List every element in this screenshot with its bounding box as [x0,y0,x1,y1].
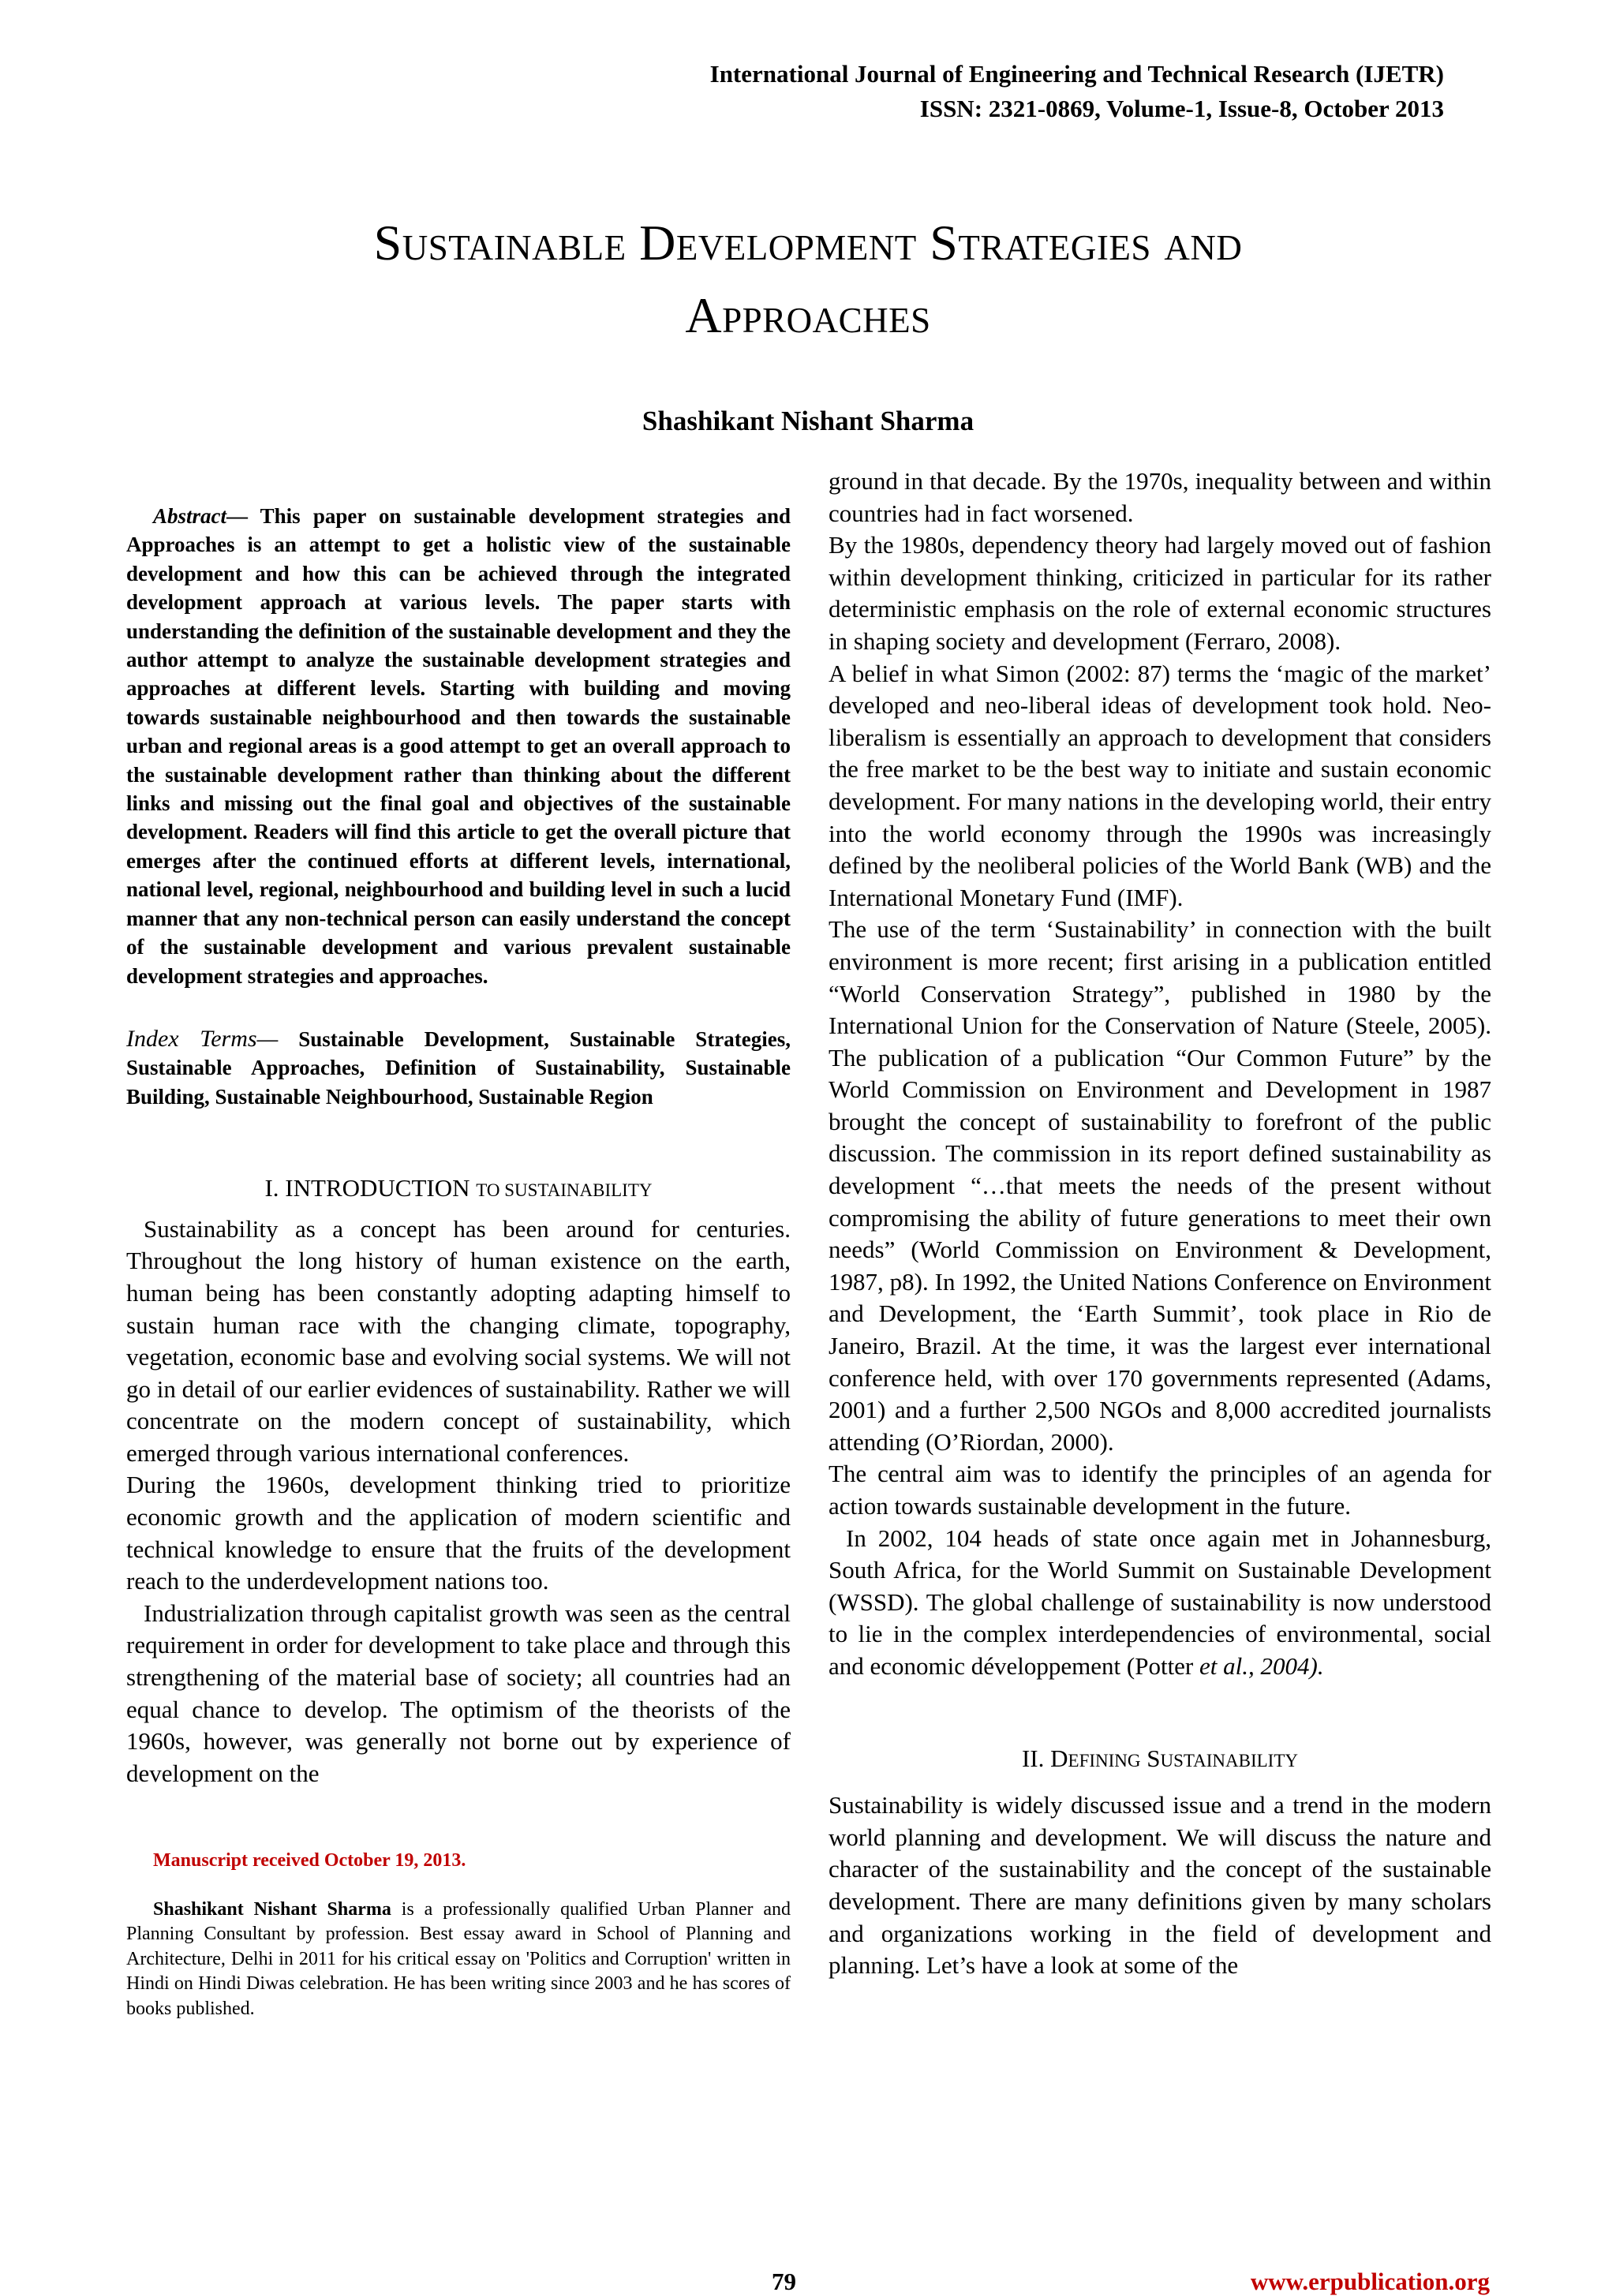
right-paragraph-2002 [829,1523,1491,1683]
intro-paragraph-2: During the 1960s, development thinking tried to prioritize economic growth and the application of modern scientific and technical knowledge to ensure that the fruits of the development reach to the underdevelopment nations too. [126,1471,791,1595]
wssd-text: In 2002, 104 heads of state once again met in Johannesburg, South Africa, for the World Summit on Sustainable Development (WSSD). The global challenge of sustainability is now understood to lie in the complex interdependencies of environmental, social and economic développement (Potter [829,1524,1491,1680]
index-terms-text: Sustainable Development, Sustainable Strategies, Sustainable Approaches, Definition of Sustainability, Sustainable Building, Sustainable Neighbourhood, Sustainable Region [126,1026,791,1109]
author-name: Shashikant Nishant Sharma [642,406,974,436]
left-column [126,466,791,2021]
author-bio-text: is a professionally qualified Urban Planner and Planning Consultant by profession. Best essay award in School of Planning and Architecture, Delhi in 2011 for his critical essay on 'Politics and Corruption' written in Hindi on Hindi Diwas celebration. He has been writing since 2003 and he has scores of books published. [126,1899,791,2019]
journal-issn: ISSN: 2321-0869, Volume-1, Issue-8, October 2013 [919,95,1444,122]
section-1-heading-small: TO SUSTAINABILITY [476,1180,653,1201]
index-terms [126,1025,791,1111]
author-bio [126,1898,791,2021]
right-paragraph-2: By the 1980s, dependency theory had largely moved out of fashion within development thinking, criticized in particular for its rather deterministic emphasis on the role of external economic structures in shaping society and development (Ferraro, 2008). [829,531,1491,655]
intro-paragraph-3: Industrialization through capitalist growth was seen as the central requirement in order for development to take place and through this strengthening of the material base of society; all countries had an equal chance to develop. The optimism of the theorists of the 1960s, however, was generally not borne out by experience of development on the [126,1599,791,1787]
defining-paragraph: Sustainability is widely discussed issue and a trend in the modern world planning and development. We will discuss the nature and character of the sustainability and the concept of the sustainable development. There are many definitions given by many scholars and organizations working in the field of development and planning. Let’s have a look at some of the [829,1791,1491,1980]
journal-header [710,57,1444,126]
section-2-heading [829,1743,1491,1778]
abstract-label: Abstract [153,504,227,528]
title-line-2: Approaches [685,287,931,343]
author-bio-name: Shashikant Nishant Sharma [153,1899,391,1920]
right-column [829,466,1491,1982]
abstract [126,502,791,990]
page-number: 79 [772,2268,796,2295]
section-2-heading-rest2: USTAINABILITY [1160,1750,1298,1771]
right-paragraph-4: The use of the term ‘Sustainability’ in connection with the built environment is more recent; first arising in a publication entitled “World Conservation Strategy”, published in 1980 by the International Union for the Conservation of Nature (Steele, 2005). The publication of a publication “Our Common Future” by the World Commission on Environment and Development in 1987 brought the concept of sustainability to forefront of the public discussion. The commission in its report defined sustainability as development “…that meets the needs of the present without compromising the ability of future generations to meet their own needs” (World Commission on Environment & Development, 1987, p8). In 1992, the United Nations Conference on Environment and Development, the ‘Earth Summit’, took place in Rio de Janeiro, Brazil. At the time, it was the largest ever international conference held, with over 170 governments represented (Adams, 2001) and a further 2,500 NGOs and 8,000 accredited journalists attending (O’Riordan, 2000). [829,915,1491,1456]
section-1-heading-main: I. INTRODUCTION [264,1174,470,1202]
section-1-heading [126,1172,791,1207]
paper-title [0,207,1616,352]
section-2-heading-rest: EFINING [1068,1750,1141,1771]
right-paragraph-3: A belief in what Simon (2002: 87) terms the ‘magic of the market’ developed and neo-liberal ideas of development took hold. Neo-liberalism is essentially an approach to development that considers the free market to be the best way to initiate and sustain economic development. For many nations in the developing world, their entry into the world economy through the 1990s was increasingly defined by the neoliberal policies of the World Bank (WB) and the International Monetary Fund (IMF). [829,659,1491,911]
right-paragraph-5: The central aim was to identify the principles of an agenda for action towards sustainable development in the future. [829,1460,1491,1520]
abstract-dash: — [226,504,249,528]
intro-paragraph-1: Sustainability as a concept has been around for centuries. Throughout the long history of human existence on the earth, human being has been constantly adopting adapting himself to sustain human race with the changing climate, topography, vegetation, economic base and evolving social systems. We will not go in detail of our earlier evidences of sustainability. Rather we will concentrate on the modern concept of sustainability, which emerged through various international conferences. [126,1214,791,1467]
section-2-heading-s: S [1140,1744,1161,1772]
journal-name: International Journal of Engineering and Technical Research (IJETR) [709,60,1444,88]
wssd-citation: et al., 2004). [1199,1651,1324,1680]
manuscript-received: Manuscript received October 19, 2013. [153,1850,466,1872]
publisher-website[interactable]: www.erpublication.org [1250,2268,1490,2295]
abstract-text: This paper on sustainable development strategies and Approaches is an attempt to get a holistic view of the sustainable development and how this can be achieved through the integrated development approach at various levels. The paper starts with understanding the definition of the sustainable development and they the author attempt to analyze the sustainable development strategies and approaches at different levels. Starting with building and moving towards sustainable neighbourhood and then towards the sustainable urban and regional areas is a good attempt to get an overall approach to the sustainable development rather than thinking about the different links and missing out the final goal and objectives of the sustainable development. Readers will find this article to get the overall picture that emerges after the continued efforts at different levels, international, national level, regional, neighbourhood and building level in such a lucid manner that any non-technical person can easily understand the concept of the sustainable development and various prevalent sustainable development strategies and approaches. [126,504,791,988]
right-paragraph-1: ground in that decade. By the 1970s, inequality between and within countries had in fact worsened. [829,467,1491,527]
index-terms-label: Index Terms— [126,1025,279,1052]
section-2-heading-num: II. D [1021,1744,1068,1772]
title-line-1: Sustainable Development Strategies and [373,215,1243,271]
